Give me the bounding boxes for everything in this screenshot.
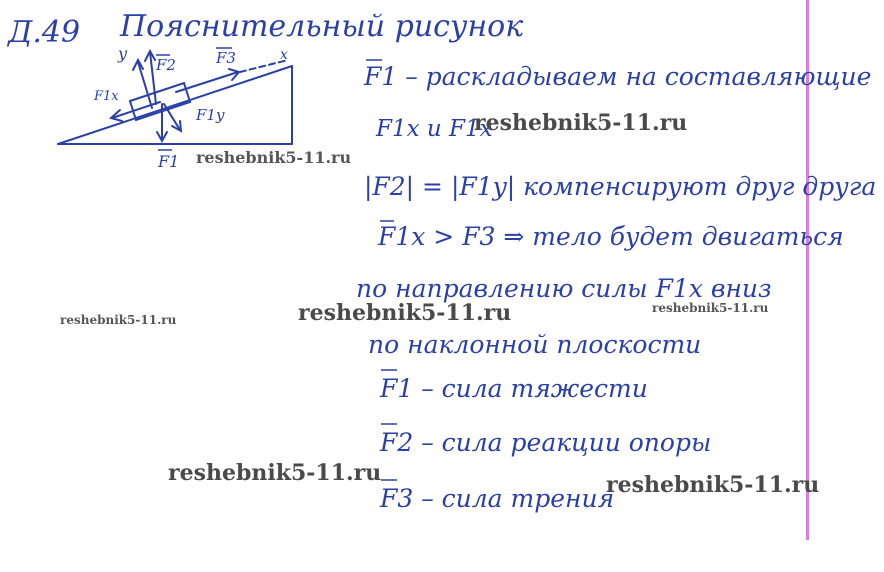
watermark-1: reshebnik5-11.ru bbox=[474, 110, 688, 136]
note-line-3: |F2| = |F1y| компенсируют друг друга bbox=[364, 172, 877, 201]
watermark-6: reshebnik5-11.ru bbox=[168, 460, 382, 486]
f2-label: F2 bbox=[156, 56, 176, 74]
incline-slope bbox=[58, 66, 292, 144]
watermark-4: reshebnik5-11.ru bbox=[60, 313, 177, 327]
f1x-label: F1x bbox=[94, 89, 119, 104]
f1-label: F1 bbox=[158, 152, 180, 171]
watermark-5: reshebnik5-11.ru bbox=[652, 301, 769, 315]
page-title: Пояснительный рисунок bbox=[120, 9, 524, 44]
y-axis-label: y bbox=[118, 44, 128, 63]
note-line-1: F1 – раскладываем на составляющие bbox=[364, 62, 872, 91]
note-line-9: F3 – сила трения bbox=[380, 484, 615, 513]
note-line-7: F1 – сила тяжести bbox=[380, 374, 648, 403]
note-line-8: F2 – сила реакции опоры bbox=[380, 428, 712, 457]
note-line-6: по наклонной плоскости bbox=[368, 330, 702, 359]
note-line-2: F1x и F1x bbox=[376, 116, 493, 142]
x-axis-label: x bbox=[280, 47, 288, 63]
problem-number: Д.49 bbox=[8, 15, 81, 50]
watermark-3: reshebnik5-11.ru bbox=[298, 300, 512, 326]
f1y-label: F1y bbox=[196, 106, 225, 124]
note-line-5: по направлению силы F1x вниз bbox=[356, 274, 772, 303]
watermark-2: reshebnik5-11.ru bbox=[196, 148, 352, 167]
watermark-7: reshebnik5-11.ru bbox=[606, 472, 820, 498]
f3-arrow bbox=[176, 72, 238, 92]
note-line-4: F1x > F3 ⇒ тело будет двигаться bbox=[378, 222, 844, 251]
f3-label: F3 bbox=[216, 49, 236, 67]
y-axis bbox=[138, 62, 152, 108]
